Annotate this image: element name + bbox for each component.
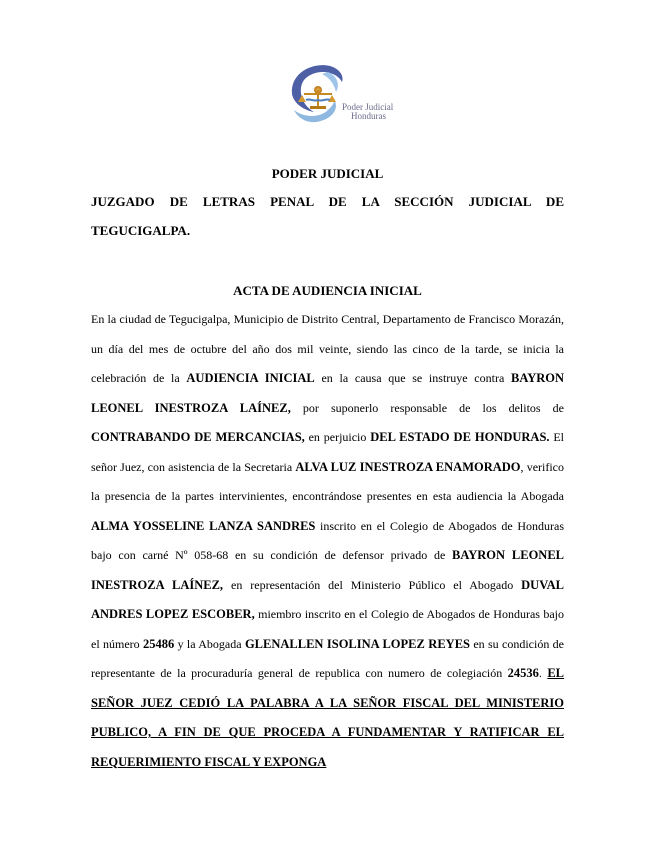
acta-title: ACTA DE AUDIENCIA INICIAL — [233, 283, 422, 298]
text-segment: en la causa que se instruye contra — [314, 371, 511, 385]
underlined-bold-segment: EL SEÑOR JUEZ CEDIÓ LA PALABRA A LA SEÑOR FISCAL DEL MINISTERIO PUBLICO, A FIN DE QUE PROCEDA A FUNDAMENTAR Y RATIFICAR EL REQUERIMIENTO FISCAL Y EXPONGA — [91, 666, 565, 769]
bold-segment: BAYRON LEONEL INESTROZA LAÍNEZ, — [91, 371, 565, 415]
logo-line-2: Honduras — [351, 111, 386, 121]
bold-segment: DUVAL ANDRES LOPEZ ESCOBER, — [91, 577, 564, 621]
acta-paragraph — [91, 305, 564, 777]
bold-segment: 24536 — [507, 666, 539, 680]
logo-line-1: Poder Judicial — [342, 102, 394, 112]
text-segment: en representación del Ministerio Público el Abogado — [223, 577, 522, 592]
text-segment: , verifico la presencia de la partes intervinientes, encontrándose presentes en esta audiencia la Abogada — [91, 459, 564, 503]
text-segment: El señor Juez, con asistencia de la Secretaria — [91, 430, 565, 474]
bold-segment: AUDIENCIA INICIAL — [186, 371, 315, 385]
bold-segment: ALVA LUZ INESTROZA ENAMORADO — [295, 459, 521, 474]
bold-segment: 25486 — [143, 636, 175, 651]
text-segment: en su condición de representante de la procuraduría general de republica con numero de colegiación — [91, 636, 564, 680]
logo-wordmark — [342, 103, 393, 121]
text-segment: en perjuicio — [304, 430, 371, 444]
bold-segment: GLENALLEN ISOLINA LOPEZ REYES — [244, 636, 470, 651]
bold-segment: CONTRABANDO DE MERCANCIAS, — [91, 430, 305, 444]
document-body — [91, 160, 564, 777]
text-segment: y la Abogada — [174, 636, 245, 651]
text-segment: inscrito en el Colegio de Abogados de Honduras bajo con carné Nº 058-68 en su condición de defensor privado de — [91, 518, 564, 562]
court-name-line-1: JUZGADO DE LETRAS PENAL DE LA SECCIÓN JUDICIAL DE — [91, 194, 564, 209]
bold-segment: DEL ESTADO DE HONDURAS. — [370, 430, 550, 444]
bold-segment: BAYRON LEONEL INESTROZA LAÍNEZ, — [91, 548, 564, 592]
text-segment: En la ciudad de Tegucigalpa, Municipio de Distrito Central, Departamento de Francisco Morazán, un día del mes de octubre del año dos mil veinte, siendo las cinco de la tarde, se inicia la celebración de la — [91, 312, 564, 385]
court-name-line-2: TEGUCIGALPA. — [91, 222, 191, 238]
text-segment: . — [538, 666, 548, 680]
text-segment: miembro inscrito en el Colegio de Abogados de Honduras bajo el número — [91, 607, 564, 651]
document-header-title: PODER JUDICIAL — [271, 166, 384, 181]
bold-segment: ALMA YOSSELINE LANZA SANDRES — [91, 518, 316, 533]
text-segment: por suponerlo responsable de los delitos de — [290, 400, 564, 415]
